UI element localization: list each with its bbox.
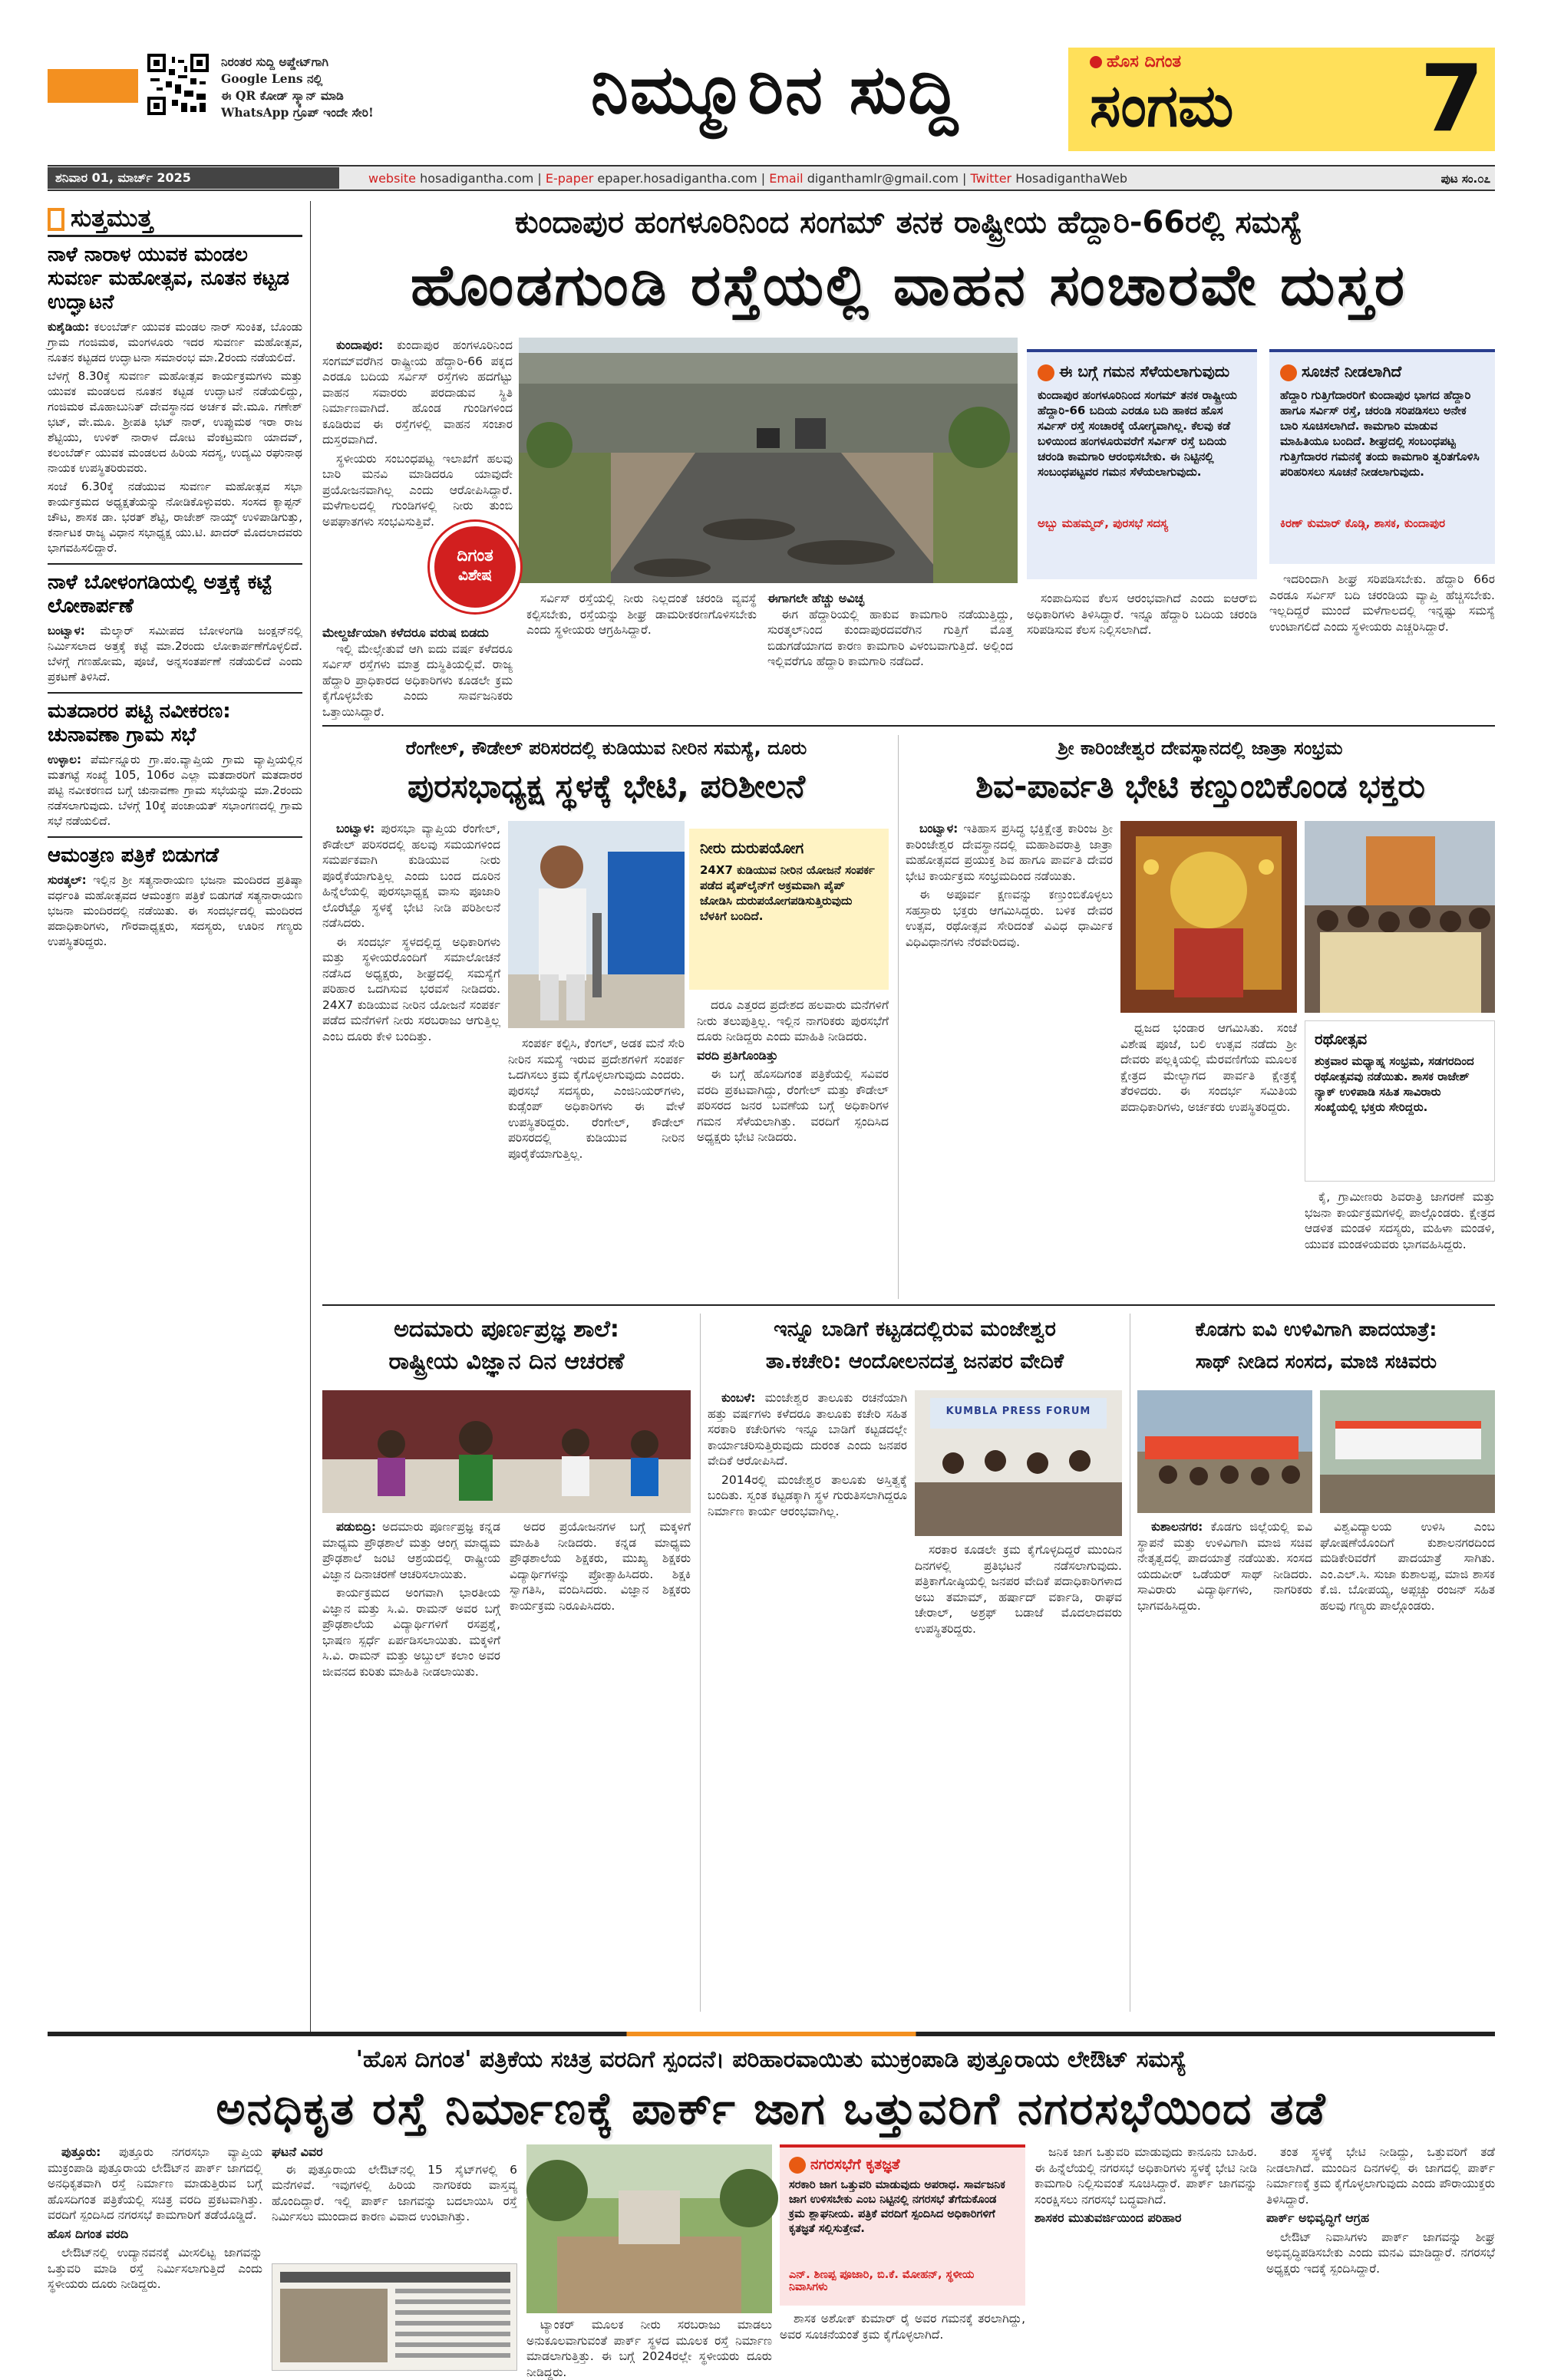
dateline: ಪಡುಬಿದ್ರಿ: bbox=[336, 1520, 377, 1534]
sidebar-headline: ನಾಳೆ ನಾರಾಳ ಯುವಕ ಮಂಡಲ ಸುವರ್ಣ ಮಹೋತ್ಸವ, ನೂತನ ಕಟ್ಟಡ ಉದ್ಘಾಟನೆ bbox=[48, 243, 289, 314]
paragraph: ಅದಮಾರು ಪೂರ್ಣಪ್ರಜ್ಞ ಕನ್ನಡ ಮಾಧ್ಯಮ ಪ್ರೌಢಶಾಲೆ ಮತ್ತು ಆಂಗ್ಲ ಮಾಧ್ಯಮ ಪ್ರೌಢಶಾಲೆ ಜಂಟಿ ಆಶ್ರಯದಲ್ಲಿ ರಾಷ್ಟ್ರೀಯ ವಿಜ್ಞಾನ ದಿನಾಚರಣೆ ಆಚರಿಸಲಾಯಿತು. bbox=[322, 1520, 500, 1581]
sidebar bbox=[48, 201, 302, 2035]
box-title: ರಥೋತ್ಸವ bbox=[1315, 1030, 1368, 1048]
paragraph: ತಂತ ಸ್ಥಳಕ್ಕೆ ಭೇಟಿ ನೀಡಿದ್ದು, ಒತ್ತುವರಿಗೆ ತಡೆ ನೀಡಲಾಗಿದೆ. ಮುಂದಿನ ದಿನಗಳಲ್ಲಿ ಈ ಜಾಗದಲ್ಲಿ ಪಾರ್ಕ್ ನಿರ್ಮಾಣಕ್ಕೆ ಕ್ರಮ ಕೈಗೊಳ್ಳಲಾಗುವುದು ಎಂದು ಪೌರಾಯುಕ್ತರು ತಿಳಿಸಿದ್ದಾರೆ. bbox=[1266, 2145, 1495, 2207]
promo-line: Google Lens ನಲ್ಲಿ bbox=[221, 71, 323, 86]
box-title-text: ನಗರಸಭೆಗೆ ಕೃತಜ್ಞತೆ bbox=[810, 2156, 900, 2173]
dateline: ಪುತ್ತೂರು: bbox=[61, 2145, 101, 2159]
bottom-subhead: ಶಾಸಕರ ಮುತುವರ್ಜಿಯಿಂದ ಪರಿಹಾರ bbox=[1034, 2210, 1182, 2225]
water-photo-illustration bbox=[508, 821, 685, 1028]
divider bbox=[48, 836, 302, 838]
dateline: ಉಳ್ಳಾಲ: bbox=[48, 753, 81, 766]
box-text: ಕುಂದಾಪುರ ಹಂಗಳೂರಿನಿಂದ ಸಂಗಮ್ ತನಕ ರಾಷ್ಟ್ರೀಯ ಹೆದ್ದಾರಿ-66 ಬದಿಯ ಎರಡೂ ಬದಿ ಹಾಕದ ಹೊಸ ಸರ್ವಿಸ್ ರಸ್ತೆ ಸಂಚಾರಕ್ಕೆ ಯೋಗ್ಯವಾಗಿಲ್ಲ. ಕೆಲವು ಕಡೆ ಬಳಿಯಿಂದ ಹಂಗಳೂರುವರೆಗೆ ಸರ್ವಿಸ್ ರಸ್ತೆ ಬದಿಯ ಚರಂಡಿ ಕಾಮಗಾರಿ ಆರಂಭಿಸಬೇಕು. ಈ ನಿಟ್ಟಿನಲ್ಲಿ ಸಂಬಂಧಪಟ್ಟವರ ಗಮನ ಸೆಳೆಯಲಾಗುವುದು. bbox=[1038, 388, 1237, 479]
divider bbox=[48, 563, 302, 565]
dateline: ಬಂಟ್ವಾಳ: bbox=[336, 822, 375, 836]
lead-subhead: ಈಗಾಗಲೇ ಹೆಚ್ಚು ಅವಿಚ್ಛ bbox=[767, 591, 864, 605]
dateline: ಕುಶೈಡಿಯ: bbox=[48, 320, 90, 334]
headline-line: ಕೊಡಗು ಐವಿ ಉಳಿವಿಗಾಗಿ ಪಾದಯಾತ್ರೆ: bbox=[1195, 1318, 1437, 1340]
website-link[interactable]: hosadigantha.com bbox=[420, 171, 534, 186]
promo-text bbox=[221, 54, 482, 121]
box-text: ಶುಕ್ರವಾರ ಮಧ್ಯಾಹ್ನ ಸಂಭ್ರಮ, ಸಡಗರದಿಂದ ರಥೋತ್ಸವವು ನಡೆಯಿತು. ಶಾಸಕ ರಾಜೇಶ್ ನ್ಯಾಕ್ ಉಳಿಪಾಡಿ ಸಹಿತ ಸಾವಿರಾರು ಸಂಖ್ಯೆಯಲ್ಲಿ ಭಕ್ತರು ಸೇರಿದ್ದರು. bbox=[1315, 1054, 1474, 1114]
paragraph: ದರೂ ಎತ್ತರದ ಪ್ರದೇಶದ ಹಲವಾರು ಮನೆಗಳಿಗೆ ನೀರು ತಲುಪುತ್ತಿಲ್ಲ. ಇಲ್ಲಿನ ನಾಗರಿಕರು ಪುರಸಭೆಗೆ ದೂರು ನೀಡಿದ್ದರು ಎಂದು ಮಾಹಿತಿ ನೀಡಿದರು. bbox=[697, 998, 889, 1043]
paragraph: ಮೆಲ್ಕಾರ್ ಸಮೀಪದ ಬೋಳಂಗಡಿ ಜಂಕ್ಷನ್‌ನಲ್ಲಿ ನಿರ್ಮಿಸಲಾದ ಅತ್ತಕ್ಕೆ ಕಟ್ಟೆ ಮಾ.2ರಂದು ಲೋಕಾರ್ಪಣೆಗೊಳ್ಳಲಿದೆ. ಬೆಳಗ್ಗೆ ಗಣಹೋಮ, ಪೂಜೆ, ಅನ್ನಸಂತರ್ಪಣೆ ನಡೆಯಲಿದೆ ಎಂದು ಪ್ರಕಟಣೆ ತಿಳಿಸಿದೆ. bbox=[48, 624, 302, 684]
water-col-1 bbox=[322, 821, 500, 1297]
bottom-quote-box bbox=[780, 2144, 1025, 2306]
water-col-3 bbox=[697, 997, 889, 1297]
box-text: 24X7 ಕುಡಿಯುವ ನೀರಿನ ಯೋಜನೆ ಸಂಪರ್ಕ ಪಡೆದ ಪೈಪ್‌ಲೈನ್‌ಗೆ ಅಕ್ರಮವಾಗಿ ಪೈಪ್ ಜೋಡಿಸಿ ದುರುಪಯೋಗಪಡಿಸುತ್ತಿರುವುದು ಬೆಳಕಿಗೆ ಬಂದಿದೆ. bbox=[700, 863, 875, 923]
dateline: ಕುಶಾಲನಗರ: bbox=[1151, 1520, 1203, 1534]
march-photo-2 bbox=[1320, 1390, 1495, 1513]
dateline: ಕುಂಬಳೆ: bbox=[721, 1391, 756, 1405]
science-photo bbox=[322, 1390, 691, 1513]
digantha-special-stamp bbox=[430, 522, 520, 612]
newspaper-clipping-illustration bbox=[272, 2264, 518, 2372]
bottom-divider-band bbox=[48, 2032, 1495, 2036]
epaper-link[interactable]: epaper.hosadigantha.com bbox=[597, 171, 757, 186]
sidebar-header-text: ಸುತ್ತಮುತ್ತ bbox=[71, 203, 153, 232]
march-photo-1 bbox=[1137, 1390, 1312, 1513]
section-rule bbox=[322, 725, 1495, 727]
bottom-subhead: ಘಟನೆ ವಿವರ bbox=[272, 2144, 323, 2159]
paragraph: ಕಾರ್ಯಕ್ರಮದ ಅಂಗವಾಗಿ ಭಾರತೀಯ ವಿಜ್ಞಾನ ಮತ್ತು ಸಿ.ವಿ. ರಾಮನ್ ಅವರ ಬಗ್ಗೆ ಪ್ರೌಢಶಾಲೆಯ ವಿದ್ಯಾರ್ಥಿಗಳಿಗೆ ರಸಪ್ರಶ್ನೆ, ಭಾಷಣ ಸ್ಪರ್ಧೆ ಏರ್ಪಡಿಸಲಾಯಿತು. ಮಕ್ಕಳಿಗೆ ಸಿ.ವಿ. ರಾಮನ್ ಮತ್ತು ಅಬ್ದುಲ್ ಕಲಾಂ ಅವರ ಜೀವನದ ಕುರಿತು ಮಾಹಿತಿ ನೀಡಲಾಯಿತು. bbox=[322, 1586, 500, 1679]
bottom-col-2 bbox=[272, 2144, 517, 2260]
banner-photo-illustration bbox=[1320, 1390, 1495, 1513]
section-title: ನಿಮ್ಮೂರಿನ ಸುದ್ದಿ bbox=[590, 50, 960, 129]
science-col-2 bbox=[510, 1519, 691, 2010]
lead-headline: ಹೊಂಡಗುಂಡಿ ರಸ್ತೆಯಲ್ಲಿ ವಾಹನ ಸಂಚಾರವೇ ದುಸ್ತರ bbox=[410, 252, 1407, 318]
email-link[interactable]: diganthamlr@gmail.com bbox=[807, 171, 959, 186]
headline-line: ರಾಷ್ಟ್ರೀಯ ವಿಜ್ಞಾನ ದಿನ ಆಚರಣೆ bbox=[388, 1348, 625, 1375]
paragraph: ಸಂಪರ್ಕ ಕಲ್ಪಿಸಿ, ಕೆಂಗಲ್, ಅಡಕ ಮನೆ ಸೇರಿ ನೀರಿನ ಸಮಸ್ಯೆ ಇರುವ ಪ್ರದೇಶಗಳಿಗೆ ಸಂಪರ್ಕ ಒದಗಿಸಲು ಕ್ರಮ ಕೈಗೊಳ್ಳಲಾಗುವುದು ಎಂದರು. ಪುರಸಭೆ ಸದಸ್ಯರು, ಎಂಜಿನಿಯರ್‌ಗಳು, ಕುಡ್ಸೆಂಪ್ ಅಧಿಕಾರಿಗಳು ಈ ವೇಳೆ ಉಪಸ್ಥಿತರಿದ್ದರು. ರೆಂಗೇಲ್, ಕೌಡೇಲ್ ಪರಿಸರದಲ್ಲಿ ಕುಡಿಯುವ ನೀರಿನ ಪೂರೈಕೆಯಾಗುತ್ತಿಲ್ಲ. bbox=[508, 1037, 685, 1161]
bottom-subhead: ಹೊಸ ದಿಗಂತ ವರದಿ bbox=[48, 2226, 129, 2241]
lead-col-4 bbox=[1027, 591, 1257, 717]
promo-line: ಈ QR ಕೋಡ್ ಸ್ಕ್ಯಾನ್ ಮಾಡಿ bbox=[221, 88, 344, 103]
lead-quote-box-1 bbox=[1027, 349, 1257, 579]
paragraph: ಬೆಳಗ್ಗೆ 8.30ಕ್ಕೆ ಸುವರ್ಣ ಮಹೋತ್ಸವ ಕಾರ್ಯಕ್ರಮಗಳು ಮತ್ತು ಯುವಕ ಮಂಡಲದ ನೂತನ ಕಟ್ಟಡ ಉದ್ಘಾಟನೆ ನಡೆಯಲಿದ್ದು, ಗಂಜಿಮಠ ಮೊಹಾಬುನಿತ್ ದೇವಸ್ಥಾನದ ಅರ್ಚಕ ವೇ.ಮೂ. ಗಣೇಶ್ ಭಟ್, ವೇ.ಮೂ. ಶ್ರೀಪತಿ ಭಟ್ ನಾರ್, ಉಪ್ಪುಮಠ ಇರಾ ರಾಜ ಶೆಟ್ಟಿಯು, ಉಳಿಕ್ ನಾರಾಳ ದೋಟ ವೆಂಕಟ್ರಮಣ ಯಾದವ್, ಕಲಂಬೆರ್ಡ್ ಯುವಕ ಮಂಡಲದ ಹಿರಿಯ ಸದಸ್ಯ, ಉದ್ಯಮಿ ರಘುನಾಥ ನಾಯಕ ಉಪಸ್ಥಿತರಿರುವರು. bbox=[48, 369, 302, 475]
paragraph: ಕೊಡಗು ಜಿಲ್ಲೆಯಲ್ಲಿ ಐವಿ ಸ್ಥಾಪನೆ ಮತ್ತು ಉಳಿವಿಗಾಗಿ ಮಾಜಿ ಸಚಿವ ನೇತೃತ್ವದಲ್ಲಿ ಪಾದಯಾತ್ರೆ ನಡೆಯಿತು. ಸಂಸದ ಯದುವೀರ್ ಒಡೆಯರ್ ಸಾಥ್ ನೀಡಿದರು. ಸಾವಿರಾರು ವಿದ್ಯಾರ್ಥಿಗಳು, ನಾಗರಿಕರು ಭಾಗವಹಿಸಿದ್ದರು. bbox=[1137, 1520, 1312, 1613]
paragraph: ಇತಿಹಾಸ ಪ್ರಸಿದ್ಧ ಭಕ್ತಿಕ್ಷೇತ್ರ ಕಾರಿಂಜ ಶ್ರೀ ಕಾರಿಂಜೇಶ್ವರ ದೇವಸ್ಥಾನದಲ್ಲಿ ಮಹಾಶಿವರಾತ್ರಿ ಜಾತ್ರಾ ಮಹೋತ್ಸವದ ಪ್ರಯುಕ್ತ ಶಿವ ಹಾಗೂ ಪಾರ್ವತಿ ದೇವರ ಭೇಟಿ ಕಾರ್ಯಕ್ರಮ ಸಂಭ್ರಮದಿಂದ ನಡೆಯಿತು. bbox=[906, 822, 1113, 883]
water-photo bbox=[508, 821, 685, 1028]
lead-col-3 bbox=[767, 591, 1013, 717]
box-title-text: ಸೂಚನೆ ನೀಡಲಾಗಿದೆ bbox=[1302, 362, 1402, 381]
temple-headline: ಶಿವ-ಪಾರ್ವತಿ ಭೇಟಿ ಕಣ್ತುಂಬಿಕೊಂಡ ಭಕ್ತರು bbox=[975, 767, 1425, 805]
road-photo-illustration bbox=[519, 338, 1018, 583]
paragraph: ಈ ಸಂದರ್ಭ ಸ್ಥಳದಲ್ಲಿದ್ದ ಅಧಿಕಾರಿಗಳು ಮತ್ತು ಸ್ಥಳೀಯರೊಂದಿಗೆ ಸಮಾಲೋಚನೆ ನಡೆಸಿದ ಅಧ್ಯಕ್ಷರು, ಶೀಘ್ರದಲ್ಲಿ ಸಮಸ್ಯೆಗೆ ಪರಿಹಾರ ಒದಗಿಸುವ ಭರವಸೆ ನೀಡಿದರು. 24X7 ಕುಡಿಯುವ ನೀರಿನ ಯೋಜನೆ ಸಂಪರ್ಕ ಪಡೆದ ಮನೆಗಳಿಗೆ ನೀರು ಸರಬರಾಜು ಆಗುತ್ತಿಲ್ಲ ಎಂಬ ದೂರು ಕೇಳಿ ಬಂದಿತ್ತು. bbox=[322, 935, 500, 1043]
water-info-box bbox=[689, 829, 889, 990]
sidebar-body bbox=[48, 872, 302, 949]
paragraph: ಈ ಬಗ್ಗೆ ಹೊಸದಿಗಂತ ಪತ್ರಿಕೆಯಲ್ಲಿ ಸವಿವರ ವರದಿ ಪ್ರಕಟವಾಗಿದ್ದು, ರೆಂಗೇಲ್ ಮತ್ತು ಕೌಡೇಲ್ ಪರಿಸರದ ಜನರ ಬವಣೆಯ ಬಗ್ಗೆ ಅಧಿಕಾರಿಗಳ ಗಮನ ಸೆಳೆಯಲಾಗಿತ್ತು. ವರದಿಗೆ ಸ್ಪಂದಿಸಿದ ಅಧ್ಯಕ್ಷರು ಭೇಟಿ ನೀಡಿದರು. bbox=[697, 1067, 889, 1144]
box-signature: ಕಿರಣ್ ಕುಮಾರ್ ಕೊಡ್ಗಿ, ಶಾಸಕ, ಕುಂದಾಪುರ bbox=[1280, 516, 1446, 530]
bottom-kicker: 'ಹೊಸ ದಿಗಂತ' ಪತ್ರಿಕೆಯ ಸಚಿತ್ರ ವರದಿಗೆ ಸ್ಪಂದನೆ। ಪರಿಹಾರವಾಯಿತು ಮುಕ್ರಂಪಾಡಿ ಪುತ್ತೂರಾಯ ಲೇಔಟ್ ಸಮಸ್ಯೆ bbox=[355, 2046, 1187, 2073]
paragraph: ಕೈ, ಗ್ರಾಮೀಣರು ಶಿವರಾತ್ರಿ ಜಾಗರಣೆ ಮತ್ತು ಭಜನಾ ಕಾರ್ಯಕ್ರಮಗಳಲ್ಲಿ ಪಾಲ್ಗೊಂಡರು. ಕ್ಷೇತ್ರದ ಆಡಳಿತ ಮಂಡಳಿ ಸದಸ್ಯರು, ಮಹಿಳಾ ಮಂಡಳಿ, ಯುವಕ ಮಂಡಳಿಯವರು ಭಾಗವಹಿಸಿದ್ದರು. bbox=[1305, 1190, 1495, 1251]
website-label: website bbox=[368, 171, 416, 186]
divider bbox=[48, 692, 302, 694]
crowd-photo-illustration bbox=[1305, 821, 1495, 1013]
lead-col-5 bbox=[1269, 572, 1495, 717]
court-col-2 bbox=[915, 1542, 1122, 2012]
pages-label: ಪುಟ ಸಂ.೦೭ bbox=[1440, 172, 1490, 186]
paragraph: ಪುತ್ತೂರು ನಗರಸಭಾ ವ್ಯಾಪ್ತಿಯ ಮುಕ್ರಂಪಾಡಿ ಪುತ್ತೂರಾಯ ಲೇಔಟ್‌ನ ಪಾರ್ಕ್ ಜಾಗದಲ್ಲಿ ಅನಧಿಕೃತವಾಗಿ ರಸ್ತೆ ನಿರ್ಮಾಣ ಮಾಡುತ್ತಿರುವ ಬಗ್ಗೆ ಹೊಸದಿಗಂತ ಪತ್ರಿಕೆಯಲ್ಲಿ ಸಚಿತ್ರ ವರದಿ ಪ್ರಕಟವಾಗಿತ್ತು. ವರದಿಗೆ ಸ್ಪಂದಿಸಿದ ನಗರಸಭೆ ಕಾಮಗಾರಿಗೆ ತಡೆಯೊಡ್ಡಿದೆ. bbox=[48, 2145, 262, 2222]
bottom-headline: ಅನಧಿಕೃತ ರಸ್ತೆ ನಿರ್ಮಾಣಕ್ಕೆ ಪಾರ್ಕ್ ಜಾಗ ಒತ್ತುವರಿಗೆ ನಗರಸಭೆಯಿಂದ ತಡೆ bbox=[216, 2082, 1327, 2134]
box-title bbox=[1280, 361, 1484, 381]
paragraph: ಕಲಂಬೆರ್ಡ್ ಯುವಕ ಮಂಡಲ ನಾರ್ ಸುಂಕಿತ, ಬೊಂಡು ಗ್ರಾಮ ಗಂಜಿಮಠ, ಮಂಗಳೂರು ಇದರ ಸುವರ್ಣ ಮಹೋತ್ಸವ, ನೂತನ ಕಟ್ಟಡದ ಉದ್ಘಾಟನಾ ಸಮಾರಂಭ ಮಾ.2ರಂದು ನಡೆಯಲಿದೆ. bbox=[48, 320, 302, 364]
paragraph: ಪುರಸಭಾ ವ್ಯಾಪ್ತಿಯ ರೆಂಗೇಲ್, ಕೌಡೇಲ್ ಪರಿಸರದಲ್ಲಿ ಹಲವು ಸಮಯಗಳಿಂದ ಸಮರ್ಪಕವಾಗಿ ಕುಡಿಯುವ ನೀರು ಪೂರೈಕೆಯಾಗುತ್ತಿಲ್ಲ ಎಂದು ಬಂದ ದೂರಿನ ಹಿನ್ನೆಲೆಯಲ್ಲಿ ಪುರಸಭಾಧ್ಯಕ್ಷ ವಾಸು ಪೂಜಾರಿ ಲೊರೆಟ್ಟೊ ಸ್ಥಳಕ್ಕೆ ಭೇಟಿ ನೀಡಿ ಪರಿಶೀಲನೆ ನಡೆಸಿದರು. bbox=[322, 822, 500, 930]
box-title bbox=[789, 2155, 1016, 2174]
temple-col-3 bbox=[1305, 1189, 1495, 1297]
email-label: Email bbox=[769, 171, 803, 186]
paragraph: ಪೆರ್ಮನ್ನೂರು ಗ್ರಾ.ಪಂ.ವ್ಯಾಪ್ತಿಯ ಗ್ರಾಮ ವ್ಯಾಪ್ತಿಯಲ್ಲಿನ ಮತಗಟ್ಟೆ ಸಂಖ್ಯೆ 105, 106ರ ಎಲ್ಲಾ ಮತದಾರರಿಗೆ ಮತದಾರರ ಪಟ್ಟಿ ನವೀಕರಣದ ಬಗ್ಗೆ ಚುನಾವಣಾ ಗ್ರಾಮ ಸಭೆಯನ್ನು ಮಾ.2ರಂದು ನಡೆಸಲಾಗುವುದು. ಬೆಳಗ್ಗೆ 10ಕ್ಕೆ ಪಂಚಾಯತ್ ಸಭಾಂಗಣದಲ್ಲಿ ಗ್ರಾಮ ಸಭೆ ನಡೆಯಲಿದೆ. bbox=[48, 753, 302, 828]
headline-line: ಇನ್ನೂ ಬಾಡಿಗೆ ಕಟ್ಟಡದಲ್ಲಿರುವ ಮಂಜೇಶ್ವರ bbox=[774, 1317, 1056, 1341]
water-kicker: ರೆಂಗೇಲ್, ಕೌಡೇಲ್ ಪರಿಸರದಲ್ಲಿ ಕುಡಿಯುವ ನೀರಿನ ಸಮಸ್ಯೆ, ದೂರು bbox=[405, 737, 807, 759]
bullet-icon bbox=[1280, 364, 1297, 381]
temple-info-box bbox=[1305, 1020, 1495, 1182]
box-text: ಹೆದ್ದಾರಿ ಗುತ್ತಿಗೆದಾರರಿಗೆ ಕುಂದಾಪುರ ಭಾಗದ ಹೆದ್ದಾರಿ ಹಾಗೂ ಸರ್ವಿಸ್ ರಸ್ತೆ, ಚರಂಡಿ ಸರಿಪಡಿಸಲು ಅನೇಕ ಬಾರಿ ಸೂಚಿಸಲಾಗಿದೆ. ಕಾಮಗಾರಿ ಮಾಡುವ ಮಾಹಿತಿಯೂ ಬಂದಿದೆ. ಶೀಘ್ರದಲ್ಲಿ ಸಂಬಂಧಪಟ್ಟ ಗುತ್ತಿಗೆದಾರರ ಗಮನಕ್ಕೆ ತಂದು ಕಾಮಗಾರಿ ತ್ವರಿತಗೊಳಿಸಿ ಪರಿಹರಿಸಲು ಸೂಚನೆ ನೀಡಲಾಗುವುದು. bbox=[1280, 388, 1480, 479]
dateline: ಬಂಟ್ವಾಳ: bbox=[48, 624, 85, 638]
paragraph: ಅದರ ಪ್ರಯೋಜನಗಳ ಬಗ್ಗೆ ಮಕ್ಕಳಿಗೆ ಮಾಹಿತಿ ನೀಡಿದರು. ಕನ್ನಡ ಮಾಧ್ಯಮ ಪ್ರೌಢಶಾಲೆಯ ಶಿಕ್ಷಕರು, ಮುಖ್ಯ ಶಿಕ್ಷಕರು ವಿದ್ಯಾರ್ಥಿಗಳನ್ನು ಪ್ರೋತ್ಸಾಹಿಸಿದರು. ಶಿಕ್ಷಕಿ ಸ್ವಾಗತಿಸಿ, ವಂದಿಸಿದರು. ವಿಜ್ಞಾನ ಶಿಕ್ಷಕರು ಕಾರ್ಯಕ್ರಮ ನಿರೂಪಿಸಿದರು. bbox=[510, 1520, 691, 1613]
supplement-name: ಸಂಗಮ bbox=[1090, 71, 1234, 140]
sidebar-body bbox=[48, 319, 302, 555]
court-photo bbox=[915, 1390, 1122, 1536]
court-col-1 bbox=[708, 1390, 907, 2012]
lead-col-1b bbox=[322, 625, 513, 717]
paragraph: ಸರಕಾರ ಕೂಡಲೇ ಕ್ರಮ ಕೈಗೊಳ್ಳದಿದ್ದರೆ ಮುಂದಿನ ದಿನಗಳಲ್ಲಿ ಪ್ರತಿಭಟನೆ ನಡೆಸಲಾಗುವುದು. ಪತ್ರಿಕಾಗೋಷ್ಠಿಯಲ್ಲಿ ಜನಪರ ವೇದಿಕೆ ಪದಾಧಿಕಾರಿಗಳಾದ ಅಬು ತಮಾಮ್, ಹರ್ಷಾದ್ ವರ್ಕಾಡಿ, ರಾಘವ ಚೇರಾಲ್, ಅಶ್ರಫ್ ಬಡಾಜೆ ಮೊದಲಾದವರು ಉಪಸ್ಥಿತರಿದ್ದರು. bbox=[915, 1543, 1122, 1636]
bottom-col-4b bbox=[780, 2311, 1025, 2371]
bullet-icon bbox=[1038, 364, 1054, 381]
paragraph: ಜನಿಕ ಜಾಗ ಒತ್ತುವರಿ ಮಾಡುವುದು ಕಾನೂನು ಬಾಹಿರ. ಈ ಹಿನ್ನೆಲೆಯಲ್ಲಿ ನಗರಸಭೆ ಅಧಿಕಾರಿಗಳು ಸ್ಥಳಕ್ಕೆ ಭೇಟಿ ನೀಡಿ ಕಾಮಗಾರಿ ನಿಲ್ಲಿಸುವಂತೆ ಸೂಚಿಸಿದ್ದಾರೆ. ಪಾರ್ಕ್ ಜಾಗವನ್ನು ಸಂರಕ್ಷಿಸಲು ನಗರಸಭೆ ಬದ್ಧವಾಗಿದೆ. bbox=[1034, 2145, 1257, 2207]
column-divider bbox=[700, 1314, 701, 2012]
sidebar-body bbox=[48, 752, 302, 829]
dateline: ಬಂಟ್ವಾಳ: bbox=[919, 822, 959, 836]
bottom-col-1 bbox=[48, 2144, 262, 2371]
box-title: ನೀರು ದುರುಪಯೋಗ bbox=[700, 839, 804, 857]
bottom-site-photo bbox=[526, 2144, 772, 2313]
science-headline bbox=[322, 1314, 691, 1378]
sidebar-body bbox=[48, 623, 302, 684]
bottom-subhead: ಪಾರ್ಕ್ ಅಭಿವೃದ್ಧಿಗೆ ಆಗ್ರಹ bbox=[1266, 2210, 1370, 2225]
dateline: ಕುಂದಾಪುರ: bbox=[336, 338, 384, 352]
sidebar-story bbox=[48, 571, 302, 684]
water-subhead: ವರದಿ ಪ್ರತಿಗೊಂಡಿತ್ತು bbox=[697, 1047, 778, 1063]
sidebar-divider bbox=[310, 201, 311, 2035]
sidebar-story bbox=[48, 844, 302, 949]
temple-col-1 bbox=[906, 821, 1113, 1297]
paragraph: ಧ್ವಜದ ಭಂಡಾರ ಆಗಮಿಸಿತು. ಸಂಜೆ ವಿಶೇಷ ಪೂಜೆ, ಬಲಿ ಉತ್ಸವ ನಡೆದು ಶ್ರೀ ದೇವರು ಪಲ್ಲಕ್ಕಿಯಲ್ಲಿ ಮೆರವಣಿಗೆಯ ಮೂಲಕ ಕ್ಷೇತ್ರದ ಮೇಲ್ಭಾಗದ ಪಾರ್ವತಿ ಕ್ಷೇತ್ರಕ್ಕೆ ತೆರಳಿದರು. ಈ ಸಂದರ್ಭ ಸಮಿತಿಯ ಪದಾಧಿಕಾರಿಗಳು, ಅರ್ಚಕರು ಉಪಸ್ಥಿತರಿದ್ದರು. bbox=[1120, 1021, 1297, 1114]
paragraph: ಇಲ್ಲಿ ಮೇಲ್ಸೇತುವೆ ಆಗಿ ಐದು ವರ್ಷ ಕಳೆದರೂ ಸರ್ವಿಸ್ ರಸ್ತೆಗಳು ಮಾತ್ರ ದುಸ್ಥಿತಿಯಲ್ಲಿವೆ. ರಾಜ್ಯ ಹೆದ್ದಾರಿ ಪ್ರಾಧಿಕಾರದ ಅಧಿಕಾರಿಗಳು ಕೂಡಲೇ ಕ್ರಮ ಕೈಗೊಳ್ಳಬೇಕು ಎಂದು ಸಾರ್ವಜನಿಕರು ಒತ್ತಾಯಿಸಿದ್ದಾರೆ. bbox=[322, 641, 513, 719]
construction-site-illustration bbox=[526, 2144, 772, 2313]
paragraph: ಸಂಜೆ 6.30ಕ್ಕೆ ನಡೆಯುವ ಸುವರ್ಣ ಮಹೋತ್ಸವ ಸಭಾ ಕಾರ್ಯಕ್ರಮದ ಅಧ್ಯಕ್ಷತೆಯನ್ನು ನೋಡಿಕೊಳ್ಳುವರು. ಸಂಸದ ಕ್ಯಾಪ್ಟನ್ ಚೌಟ, ಶಾಸಕ ಡಾ. ಭರತ್ ಶೆಟ್ಟಿ, ರಾಜೇಶ್ ನಾಯ್ಕ್ ಉಳಿಪಾಡಿಗುತ್ತು, ಕರ್ನಾಟಕ ರಾಜ್ಯ ವಿಧಾನ ಸಭಾಧ್ಯಕ್ಷ ಯು.ಟಿ. ಖಾದರ್ ಮೊದಲಾದವರು ಭಾಗವಹಿಸಲಿದ್ದಾರೆ. bbox=[48, 480, 302, 555]
water-headline: ಪುರಸಭಾಧ್ಯಕ್ಷ ಸ್ಥಳಕ್ಕೆ ಭೇಟಿ, ಪರಿಶೀಲನೆ bbox=[408, 767, 805, 805]
temple-photo-illustration bbox=[1120, 821, 1297, 1013]
paragraph: ಸ್ಥಳೀಯರು ಸಂಬಂಧಪಟ್ಟ ಇಲಾಖೆಗೆ ಹಲವು ಬಾರಿ ಮನವಿ ಮಾಡಿದರೂ ಯಾವುದೇ ಪ್ರಯೋಜನವಾಗಿಲ್ಲ ಎಂದು ಆರೋಪಿಸಿದ್ದಾರೆ. ಮಳೆಗಾಲದಲ್ಲಿ ಗುಂಡಿಗಳಲ್ಲಿ ನೀರು ತುಂಬಿ ಅಪಘಾತಗಳು ಸಂಭವಿಸುತ್ತಿವೆ. bbox=[322, 451, 513, 529]
bottom-col-3 bbox=[526, 2317, 772, 2379]
box-signature: ಎನ್. ಶಿಣಪ್ಪ ಪೂಜಾರಿ, ಬಿ.ಕೆ. ಮೋಹನ್, ಸ್ಥಳೀಯ ನಿವಾಸಿಗಳು bbox=[789, 2269, 975, 2293]
paragraph: ಇದರಿಂದಾಗಿ ಶೀಘ್ರ ಸರಿಪಡಿಸಬೇಕು. ಹೆದ್ದಾರಿ 66ರ ಎರಡೂ ಸರ್ವಿಸ್ ಬದಿ ಚರಂಡಿಯ ವ್ಯಾಪ್ತಿ ಹೆಚ್ಚಿಸಬೇಕು. ಇಲ್ಲದಿದ್ದರೆ ಮುಂದೆ ಮಳೆಗಾಲದಲ್ಲಿ ಇನ್ನಷ್ಟು ಸಮಸ್ಯೆ ಉಂಟಾಗಲಿದೆ ಎಂದು ಸ್ಥಳೀಯರು ಎಚ್ಚರಿಸಿದ್ದಾರೆ. bbox=[1269, 572, 1495, 634]
issue-date: ಶನಿವಾರ 01, ಮಾರ್ಚ್ 2025 bbox=[48, 167, 339, 189]
paragraph: ವಿಶ್ವವಿದ್ಯಾಲಯ ಉಳಿಸಿ ಎಂಬ ಘೋಷಣೆಯೊಂದಿಗೆ ಕುಶಾಲನಗರದಿಂದ ಮಡಿಕೇರಿವರೆಗೆ ಪಾದಯಾತ್ರೆ ಸಾಗಿತು. ಎಂ.ಎಲ್.ಸಿ. ಸುಜಾ ಕುಶಾಲಪ್ಪ, ಮಾಜಿ ಶಾಸಕ ಕೆ.ಜಿ. ಬೋಪಯ್ಯ, ಅಪ್ಪಚ್ಚು ರಂಜನ್ ಸಹಿತ ಹಲವು ಗಣ್ಯರು ಪಾಲ್ಗೊಂಡರು. bbox=[1320, 1520, 1495, 1613]
sidebar-header bbox=[48, 201, 302, 237]
sidebar-headline: ನಾಳೆ ಬೋಳಂಗಡಿಯಲ್ಲಿ ಅತ್ತಕ್ಕೆ ಕಟ್ಟೆ ಲೋಕಾರ್ಪಣೆ bbox=[48, 571, 272, 618]
paragraph: ಸರ್ವಿಸ್ ರಸ್ತೆಯಲ್ಲಿ ನೀರು ನಿಲ್ಲದಂತೆ ಚರಂಡಿ ವ್ಯವಸ್ಥೆ ಕಲ್ಪಿಸಬೇಕು, ರಸ್ತೆಯನ್ನು ಶೀಘ್ರ ಡಾಮರೀಕರಣಗೊಳಿಸಬೇಕು ಎಂದು ಸ್ಥಳೀಯರು ಆಗ್ರಹಿಸಿದ್ದಾರೆ. bbox=[526, 592, 757, 637]
orange-block bbox=[48, 69, 138, 103]
box-title-text: ಈ ಬಗ್ಗೆ ಗಮನ ಸೆಳೆಯಲಾಗುವುದು bbox=[1059, 362, 1230, 381]
lead-subhead: ಮೇಲ್ದರ್ಜೆಯಾಗಿ ಕಳೆದರೂ ವರುಷ ಬಿಡದು bbox=[322, 625, 489, 640]
paper-name: ಹೊಸ ದಿಗಂತ bbox=[1107, 52, 1182, 71]
box-text: ಸರಕಾರಿ ಜಾಗ ಒತ್ತುವರಿ ಮಾಡುವುದು ಅಪರಾಧ. ಸಾರ್ವಜನಿಕ ಜಾಗ ಉಳಿಸಬೇಕು ಎಂಬ ನಿಟ್ಟಿನಲ್ಲಿ ನಗರಸಭೆ ತೆಗೆದುಕೊಂಡ ಕ್ರಮ ಶ್ಲಾಘನೀಯ. ಪತ್ರಿಕೆ ವರದಿಗೆ ಸ್ಪಂದಿಸಿದ ಅಧಿಕಾರಿಗಳಿಗೆ ಕೃತಜ್ಞತೆ ಸಲ್ಲಿಸುತ್ತೇವೆ. bbox=[789, 2179, 1005, 2235]
temple-col-2 bbox=[1120, 1020, 1297, 1297]
court-headline bbox=[708, 1314, 1122, 1378]
box-signature: ಅಬ್ಬು ಮಹಮ್ಮದ್, ಪುರಸಭೆ ಸದಸ್ಯ bbox=[1038, 516, 1169, 530]
paragraph: ಟ್ಯಾಂಕರ್ ಮೂಲಕ ನೀರು ಸರಬರಾಜು ಮಾಡಲು ಅನುಕೂಲವಾಗುವಂತೆ ಪಾರ್ಕ್ ಸ್ಥಳದ ಮೂಲಕ ರಸ್ತೆ ನಿರ್ಮಾಣ ಮಾಡಲಾಗುತ್ತಿತ್ತು. ಈ ಬಗ್ಗೆ 2024ರಲ್ಲೇ ಸ್ಥಳೀಯರು ದೂರು ನೀಡಿದ್ದರು. bbox=[526, 2318, 772, 2379]
sidebar-headline: ಮತದಾರರ ಪಟ್ಟಿ ನವೀಕರಣ: ಚುನಾವಣಾ ಗ್ರಾಮ ಸಭೆ bbox=[48, 700, 231, 747]
paragraph: ಈ ಅಪೂರ್ವ ಕ್ಷಣವನ್ನು ಕಣ್ತುಂಬಿಕೊಳ್ಳಲು ಸಹಸ್ರಾರು ಭಕ್ತರು ಆಗಮಿಸಿದ್ದರು. ಬಳಿಕ ದೇವರ ಉತ್ಸವ, ರಥೋತ್ಸವ ಸೇರಿದಂತೆ ವಿವಿಧ ಧಾರ್ಮಿಕ ವಿಧಿವಿಧಾನಗಳು ನೆರವೇರಿದವು. bbox=[906, 888, 1113, 949]
event-photo-illustration bbox=[322, 1390, 691, 1513]
paragraph: ಈ ಪುತ್ತೂರಾಯ ಲೇಔಟ್‌ನಲ್ಲಿ 15 ಸೈಟ್‌ಗಳಲ್ಲಿ 6 ಮನೆಗಳಿವೆ. ಇವುಗಳಲ್ಲಿ ಹಿರಿಯ ನಾಗರಿಕರು ವಾಸ್ತವ್ಯ ಹೊಂದಿದ್ದಾರೆ. ಇಲ್ಲಿ ಪಾರ್ಕ್ ಜಾಗವನ್ನು ಬದಲಾಯಿಸಿ ರಸ್ತೆ ನಿರ್ಮಿಸಲು ಮುಂದಾದ ಕಾರಣ ವಿವಾದ ಉಂಟಾಗಿತ್ತು. bbox=[272, 2162, 517, 2223]
paragraph: ಸಂಪಾದಿಸುವ ಕೆಲಸ ಆರಂಭವಾಗಿದೆ ಎಂದು ಐಆರ್‌ಬಿ ಅಧಿಕಾರಿಗಳು ತಿಳಿಸಿದ್ದಾರೆ. ಇನ್ನೂ ಹೆದ್ದಾರಿ ಬದಿಯ ಚರಂಡಿ ಸರಿಪಡಿಸುವ ಕೆಲಸ ನಿಲ್ಲಿಸಲಾಗಿದೆ. bbox=[1027, 592, 1257, 637]
stamp-bottom: ವಿಶೇಷ bbox=[457, 565, 493, 584]
twitter-link[interactable]: HosadiganthaWeb bbox=[1015, 171, 1127, 186]
paragraph: ಇಲ್ಲಿನ ಶ್ರೀ ಸತ್ಯನಾರಾಯಣ ಭಜನಾ ಮಂದಿರದ ಪ್ರತಿಷ್ಠಾ ವರ್ಧಂತಿ ಮಹೋತ್ಸವದ ಆಮಂತ್ರಣ ಪತ್ರಿಕೆ ಬಿಡುಗಡೆ ಸತ್ಯನಾರಾಯಣ ಭಜನಾ ಮಂದಿರದಲ್ಲಿ ನಡೆಯಿತು. ಈ ಸಂದರ್ಭದಲ್ಲಿ ಮಂದಿರದ ಪದಾಧಿಕಾರಿಗಳು, ಗೌರವಾಧ್ಯಕ್ಷರು, ಸದಸ್ಯರು, ಊರಿನ ಗಣ್ಯರು ಉಪಸ್ಥಿತರಿದ್ದರು. bbox=[48, 873, 302, 948]
sidebar-headline: ಆಮಂತ್ರಣ ಪತ್ರಿಕೆ ಬಿಡುಗಡೆ bbox=[48, 844, 219, 867]
twitter-label: Twitter bbox=[970, 171, 1012, 186]
bottom-clipping-photo bbox=[272, 2263, 517, 2371]
lead-col-2 bbox=[526, 591, 757, 717]
headline-line: ಸಾಥ್ ನೀಡಿದ ಸಂಸದ, ಮಾಜಿ ಸಚಿವರು bbox=[1195, 1350, 1437, 1373]
temple-photo-1 bbox=[1120, 821, 1297, 1013]
stamp-top: ದಿಗಂತ bbox=[457, 546, 493, 565]
dateline: ಸುರತ್ಕಲ್: bbox=[48, 873, 87, 887]
promo-line: WhatsApp ಗ್ರೂಪ್ ಇಂದೇ ಸೇರಿ! bbox=[221, 105, 374, 120]
lead-road-photo bbox=[519, 338, 1018, 583]
bottom-col-5 bbox=[1266, 2144, 1495, 2371]
lead-kicker: ಕುಂದಾಪುರ ಹಂಗಳೂರಿನಿಂದ ಸಂಗಮ್ ತನಕ ರಾಷ್ಟ್ರೀಯ ಹೆದ್ದಾರಿ-66ರಲ್ಲಿ ಸಮಸ್ಯೆ bbox=[514, 205, 1303, 240]
paragraph: ಮಂಜೇಶ್ವರ ತಾಲೂಕು ರಚನೆಯಾಗಿ ಹತ್ತು ವರ್ಷಗಳು ಕಳೆದರೂ ತಾಲೂಕು ಕಚೇರಿ ಸಹಿತ ಸರಕಾರಿ ಕಚೇರಿಗಳು ಇನ್ನೂ ಬಾಡಿಗೆ ಕಟ್ಟಡದಲ್ಲೇ ಕಾರ್ಯಾಚರಿಸುತ್ತಿರುವುದು ದುರಂತ ಎಂದು ಜನಪರ ವೇದಿಕೆ ಆರೋಪಿಸಿದೆ. bbox=[708, 1391, 907, 1468]
paragraph: ಶಾಸಕ ಅಶೋಕ್ ಕುಮಾರ್ ರೈ ಅವರ ಗಮನಕ್ಕೆ ತರಲಾಗಿದ್ದು, ಅವರ ಸೂಚನೆಯಂತೆ ಕ್ರಮ ಕೈಗೊಳ್ಳಲಾಗಿದೆ. bbox=[780, 2312, 1025, 2342]
epaper-label: E-paper bbox=[545, 171, 594, 186]
sidebar-story bbox=[48, 243, 302, 555]
temple-photo-2 bbox=[1305, 821, 1495, 1013]
bullet-icon bbox=[789, 2157, 806, 2174]
column-divider bbox=[898, 735, 899, 1299]
headline-line: ಅದಮಾರು ಪೂರ್ಣಪ್ರಜ್ಞ ಶಾಲೆ: bbox=[394, 1316, 619, 1343]
paragraph: 2014ರಲ್ಲಿ ಮಂಜೇಶ್ವರ ತಾಲೂಕು ಅಸ್ತಿತ್ವಕ್ಕೆ ಬಂದಿತು. ಸ್ವಂತ ಕಟ್ಟಡಕ್ಕಾಗಿ ಸ್ಥಳ ಗುರುತಿಸಲಾಗಿದ್ದರೂ ನಿರ್ಮಾಣ ಕಾರ್ಯ ಆರಂಭವಾಗಿಲ್ಲ. bbox=[708, 1472, 907, 1518]
lead-quote-box-2 bbox=[1269, 349, 1495, 564]
sidebar-story bbox=[48, 700, 302, 829]
promo-line: ನಿರಂತರ ಸುದ್ದಿ ಅಪ್ಡೇಟ್‌ಗಾಗಿ bbox=[221, 54, 328, 69]
section-rule bbox=[322, 1304, 1495, 1306]
science-col-1 bbox=[322, 1519, 500, 2010]
temple-kicker: ಶ್ರೀ ಕಾರಿಂಜೇಶ್ವರ ದೇವಸ್ಥಾನದಲ್ಲಿ ಜಾತ್ರಾ ಸಂಭ್ರಮ bbox=[1058, 737, 1343, 759]
headline-line: ತಾ.ಕಚೇರಿ: ಆಂದೋಲನದತ್ತ ಜನಪರ ವೇದಿಕೆ bbox=[765, 1350, 1064, 1373]
page-number: 7 bbox=[1420, 46, 1484, 153]
sidebar-header-icon bbox=[48, 208, 64, 231]
paragraph: ಈಗ ಹೆದ್ದಾರಿಯಲ್ಲಿ ಹಾಕುವ ಕಾಮಗಾರಿ ನಡೆಯುತ್ತಿದ್ದು, ಸುರತ್ಕಲ್‌ನಿಂದ ಕುಂದಾಪುರದವರೆಗಿನ ಗುತ್ತಿಗೆ ಮೊತ್ತ ಬಿಡುಗಡೆಯಾಗದ ಕಾರಣ ಕಾಮಗಾರಿ ವಿಳಂಬವಾಗುತ್ತಿದೆ. ಅಲ್ಲಿಂದ ಇಲ್ಲಿವರೆಗೂ ಹೆದ್ದಾರಿ ಕಾಮಗಾರಿ ನಡೆದಿದೆ. bbox=[767, 607, 1013, 668]
paragraph: ಲೇಔಟ್‌ನಲ್ಲಿ ಉದ್ಯಾನವನಕ್ಕೆ ಮೀಸಲಿಟ್ಟ ಜಾಗವನ್ನು ಒತ್ತುವರಿ ಮಾಡಿ ರಸ್ತೆ ನಿರ್ಮಿಸಲಾಗುತ್ತಿದೆ ಎಂದು ಸ್ಥಳೀಯರು ದೂರು ನೀಡಿದ್ದರು. bbox=[48, 2246, 262, 2291]
photo-caption: KUMBLA PRESS FORUM bbox=[945, 1406, 1091, 1417]
box-title bbox=[1038, 361, 1246, 381]
march-photo-illustration bbox=[1137, 1390, 1312, 1513]
paper-logo-dot-icon bbox=[1090, 56, 1102, 68]
contact-line: website hosadigantha.com | E-paper epaper.hosadigantha.com | Email diganthamlr@gmail.com | Twitter HosadiganthaWeb bbox=[368, 171, 1127, 186]
qr-code-icon[interactable] bbox=[147, 54, 209, 115]
water-col-2 bbox=[508, 1036, 685, 1297]
march-headline bbox=[1137, 1314, 1495, 1378]
march-col-2 bbox=[1320, 1519, 1495, 2010]
masthead bbox=[0, 0, 1541, 186]
bottom-col-4 bbox=[1034, 2144, 1257, 2371]
paragraph: ಲೇಔಟ್ ನಿವಾಸಿಗಳು ಪಾರ್ಕ್ ಜಾಗವನ್ನು ಶೀಘ್ರ ಅಭಿವೃದ್ಧಿಪಡಿಸಬೇಕು ಎಂದು ಮನವಿ ಮಾಡಿದ್ದಾರೆ. ನಗರಸಭೆ ಅಧ್ಯಕ್ಷರು ಇದಕ್ಕೆ ಸ್ಪಂದಿಸಿದ್ದಾರೆ. bbox=[1266, 2230, 1495, 2276]
march-col-1 bbox=[1137, 1519, 1312, 2010]
paragraph: ಕುಂದಾಪುರ ಹಂಗಳೂರಿನಿಂದ ಸಂಗಮ್‌ವರೆಗಿನ ರಾಷ್ಟ್ರೀಯ ಹೆದ್ದಾರಿ-66 ಪಕ್ಕದ ಎರಡೂ ಬದಿಯ ಸರ್ವಿಸ್ ರಸ್ತೆಗಳು ಹದಗೆಟ್ಟು ವಾಹನ ಸವಾರರು ಪರದಾಡುವ ಸ್ಥಿತಿ ನಿರ್ಮಾಣವಾಗಿದೆ. ಹೊಂಡ ಗುಂಡಿಗಳಿಂದ ಕೂಡಿರುವ ಈ ರಸ್ತೆಗಳಲ್ಲಿ ವಾಹನ ಸಂಚಾರ ದುಸ್ತರವಾಗಿದೆ. bbox=[322, 338, 513, 447]
